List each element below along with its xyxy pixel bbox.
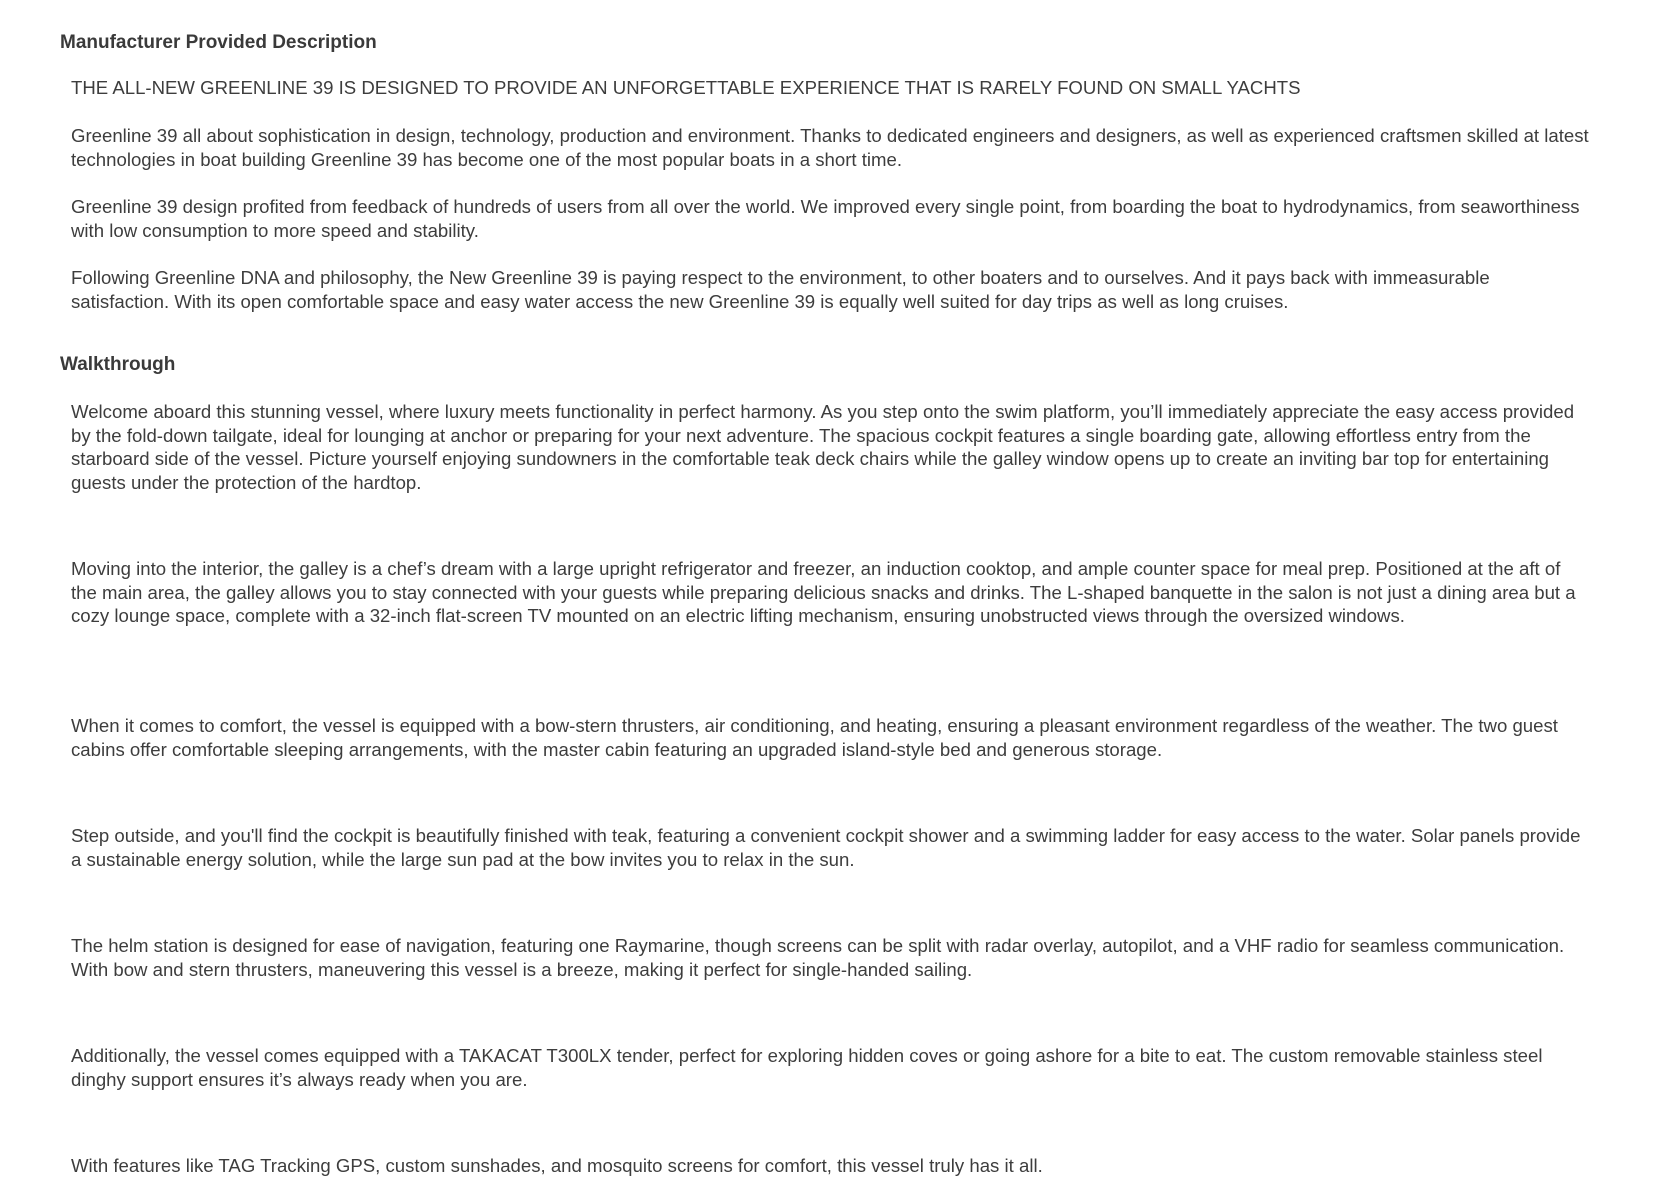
walkthrough-heading: Walkthrough: [60, 354, 176, 375]
walkthrough-paragraph: Moving into the interior, the galley is a chef’s dream with a large upright refrigerator and freezer, an induction cooktop, and ample counter space for meal prep. Positioned at the aft of the main area, the galley allows you to stay connected with your guests while preparing delicious snacks and drinks. The L-shaped banquette in the salon is not just a dining area but a cozy lounge space, complete with a 32-inch flat-screen TV mounted on an electric lifting mechanism, ensuring unobstructed views through the oversized windows.: [71, 558, 1576, 627]
manufacturer-paragraph: Following Greenline DNA and philosophy, the New Greenline 39 is paying respect to the environment, to other boaters and to ourselves. And it pays back with immeasurable satisfaction. With its open comfortable space and easy water access the new Greenline 39 is equally well suited for day trips as well as long cruises.: [71, 267, 1490, 312]
walkthrough-paragraph: The helm station is designed for ease of navigation, featuring one Raymarine, though screens can be split with radar overlay, autopilot, and a VHF radio for seamless communication. With bow and stern thrusters, maneuvering this vessel is a breeze, making it perfect for single-handed sailing.: [71, 935, 1565, 980]
manufacturer-paragraph: Greenline 39 design profited from feedback of hundreds of users from all over the world. We improved every single point, from boarding the boat to hydrodynamics, from seaworthiness with low consumption to more speed and stability.: [71, 196, 1580, 241]
manufacturer-paragraph: Greenline 39 all about sophistication in design, technology, production and environment. Thanks to dedicated engineers and designers, as well as experienced craftsmen skilled at latest technologies in boat building Greenline 39 has become one of the most popular boats in a short time.: [71, 125, 1589, 170]
manufacturer-description-heading: Manufacturer Provided Description: [60, 32, 377, 53]
walkthrough-paragraph: Step outside, and you'll find the cockpit is beautifully finished with teak, featuring a convenient cockpit shower and a swimming ladder for easy access to the water. Solar panels provide a sustainable energy solution, while the large sun pad at the bow invites you to relax in the sun.: [71, 825, 1581, 870]
manufacturer-paragraph: THE ALL-NEW GREENLINE 39 IS DESIGNED TO PROVIDE AN UNFORGETTABLE EXPERIENCE THAT IS RARELY FOUND ON SMALL YACHTS: [71, 77, 1301, 98]
walkthrough-paragraph: Welcome aboard this stunning vessel, where luxury meets functionality in perfect harmony. As you step onto the swim platform, you’ll immediately appreciate the easy access provided by the fold-down tailgate, ideal for lounging at anchor or preparing for your next adventure. The spacious cockpit features a single boarding gate, allowing effortless entry from the starboard side of the vessel. Picture yourself enjoying sundowners in the comfortable teak deck chairs while the galley window opens up to create an inviting bar top for entertaining guests under the protection of the hardtop.: [71, 401, 1575, 493]
walkthrough-paragraph: When it comes to comfort, the vessel is equipped with a bow-stern thrusters, air conditioning, and heating, ensuring a pleasant environment regardless of the weather. The two guest cabins offer comfortable sleeping arrangements, with the master cabin featuring an upgraded island-style bed and generous storage.: [71, 715, 1558, 760]
walkthrough-paragraph: With features like TAG Tracking GPS, custom sunshades, and mosquito screens for comfort, this vessel truly has it all.: [71, 1155, 1043, 1176]
walkthrough-paragraph: Additionally, the vessel comes equipped with a TAKACAT T300LX tender, perfect for exploring hidden coves or going ashore for a bite to eat. The custom removable stainless steel dinghy support ensures it’s always ready when you are.: [71, 1045, 1543, 1090]
